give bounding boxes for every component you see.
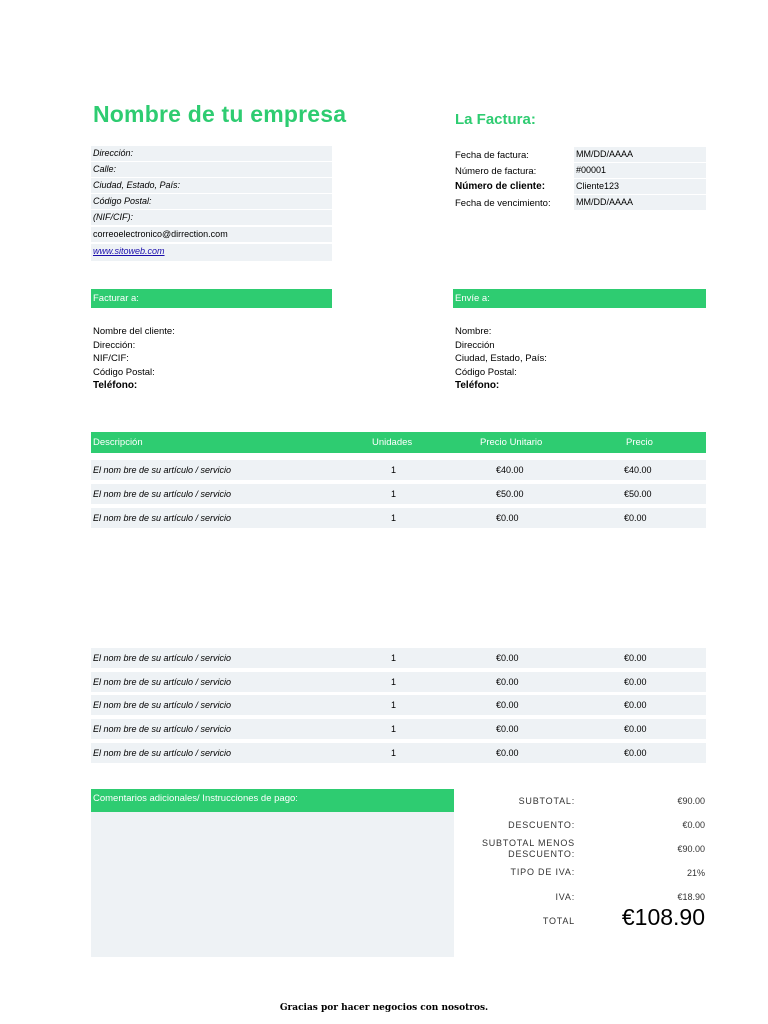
ship-to-line: Código Postal: xyxy=(455,366,517,378)
row-description: El nom bre de su artículo / servicio xyxy=(93,748,232,758)
row-unit-price: €0.00 xyxy=(496,724,519,734)
client-number-label: Número de cliente: xyxy=(455,181,546,192)
bill-to-block xyxy=(93,325,175,393)
row-unit-price: €0.00 xyxy=(496,513,519,523)
row-price: €0.00 xyxy=(624,724,647,734)
invoice-number-value: #00001 xyxy=(574,163,706,178)
row-units: 1 xyxy=(391,465,397,475)
bill-to-line: Dirección: xyxy=(93,339,136,351)
row-unit-price: €0.00 xyxy=(496,748,519,758)
ship-to-line: Ciudad, Estado, País: xyxy=(455,353,547,364)
row-description: El nom bre de su artículo / servicio xyxy=(93,465,232,475)
bill-to-line: Código Postal: xyxy=(93,366,155,378)
table-row xyxy=(91,719,706,739)
company-email: correoelectronico@dirrection.com xyxy=(91,227,332,242)
row-units: 1 xyxy=(391,653,397,663)
row-description: El nom bre de su artículo / servicio xyxy=(93,513,232,523)
table-row xyxy=(91,672,706,692)
invoice-date-label: Fecha de factura: xyxy=(455,150,529,161)
company-street-line: Calle: xyxy=(91,162,332,177)
subtotal-value: €90.00 xyxy=(677,796,705,806)
row-price: €0.00 xyxy=(624,677,647,687)
total-label: TOTAL xyxy=(542,916,575,926)
bill-to-header: Facturar a: xyxy=(91,289,332,308)
company-name: Nombre de tu empresa xyxy=(93,101,347,127)
company-website-link[interactable]: www.sitoweb.com xyxy=(93,246,165,256)
bill-to-line: Nombre del cliente: xyxy=(93,326,175,337)
discount-label: DESCUENTO: xyxy=(508,820,575,830)
row-description: El nom bre de su artículo / servicio xyxy=(93,653,232,663)
row-price: €0.00 xyxy=(624,513,647,523)
company-city-line: Ciudad, Estado, País: xyxy=(91,178,332,193)
row-price: €0.00 xyxy=(624,748,647,758)
ship-to-line: Nombre: xyxy=(455,326,492,337)
row-description: El nom bre de su artículo / servicio xyxy=(93,489,232,499)
table-row xyxy=(91,460,706,480)
row-unit-price: €0.00 xyxy=(496,677,519,687)
col-unit-price: Precio Unitario xyxy=(480,437,543,448)
row-units: 1 xyxy=(391,489,397,499)
discount-value: €0.00 xyxy=(682,820,705,830)
row-units: 1 xyxy=(391,748,397,758)
col-units: Unidades xyxy=(372,437,413,448)
col-description: Descripción xyxy=(93,437,143,448)
table-row xyxy=(91,743,706,763)
ship-to-header: Envíe a: xyxy=(453,289,706,308)
ship-to-block xyxy=(455,325,547,393)
items-table-header xyxy=(91,432,706,453)
comments-header: Comentarios adicionales/ Instrucciones de pago: xyxy=(91,789,454,812)
row-description: El nom bre de su artículo / servicio xyxy=(93,677,232,687)
row-unit-price: €40.00 xyxy=(496,465,524,475)
row-units: 1 xyxy=(391,700,397,710)
row-unit-price: €50.00 xyxy=(496,489,524,499)
bill-to-phone: Teléfono: xyxy=(93,380,138,391)
row-unit-price: €0.00 xyxy=(496,700,519,710)
row-units: 1 xyxy=(391,513,397,523)
invoice-date-value: MM/DD/AAAA xyxy=(574,147,706,162)
comments-area[interactable] xyxy=(91,812,454,957)
invoice-title: La Factura: xyxy=(455,111,536,128)
row-units: 1 xyxy=(391,724,397,734)
company-taxid-line: (NIF/CIF): xyxy=(91,210,332,225)
client-number-value: Cliente123 xyxy=(574,179,706,194)
row-price: €40.00 xyxy=(624,465,652,475)
subtotal-less-label-line2: DESCUENTO: xyxy=(508,849,575,859)
subtotal-less-label-line1: SUBTOTAL MENOS xyxy=(481,838,575,848)
col-price: Precio xyxy=(626,437,653,448)
row-description: El nom bre de su artículo / servicio xyxy=(93,724,232,734)
table-row xyxy=(91,484,706,504)
row-price: €0.00 xyxy=(624,700,647,710)
row-description: El nom bre de su artículo / servicio xyxy=(93,700,232,710)
table-row xyxy=(91,648,706,668)
company-website-cell xyxy=(91,244,332,261)
thank-you-footer: Gracias por hacer negocios con nosotros. xyxy=(279,1003,489,1013)
company-address-line: Dirección: xyxy=(91,146,332,161)
bill-to-line: NIF/CIF: xyxy=(93,353,129,364)
row-price: €0.00 xyxy=(624,653,647,663)
tax-value: €18.90 xyxy=(677,892,705,902)
table-row xyxy=(91,695,706,715)
ship-to-line: Dirección xyxy=(455,339,495,351)
table-row xyxy=(91,508,706,528)
ship-to-phone: Teléfono: xyxy=(455,380,500,391)
row-units: 1 xyxy=(391,677,397,687)
total-value: €108.90 xyxy=(621,904,705,930)
tax-rate-label: TIPO DE IVA: xyxy=(510,867,575,877)
subtotal-less-value: €90.00 xyxy=(677,844,705,854)
due-date-label: Fecha de vencimiento: xyxy=(455,198,551,209)
row-price: €50.00 xyxy=(624,489,652,499)
subtotal-label: SUBTOTAL: xyxy=(518,796,575,806)
tax-rate-value: 21% xyxy=(686,868,705,878)
due-date-value: MM/DD/AAAA xyxy=(574,195,706,210)
tax-label: IVA: xyxy=(555,892,575,902)
invoice-number-label: Número de factura: xyxy=(455,166,537,177)
row-unit-price: €0.00 xyxy=(496,653,519,663)
company-postal-line: Código Postal: xyxy=(91,194,332,209)
